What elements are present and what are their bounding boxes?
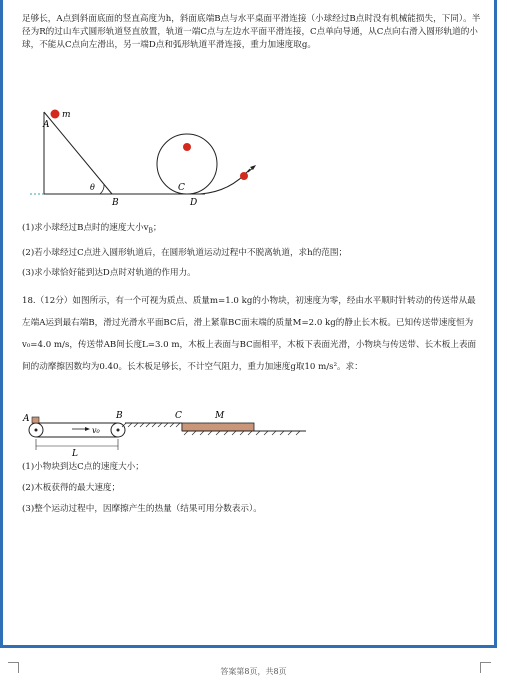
long-board [182,423,254,431]
question-18-1: (1)小物块到达C点的速度大小； [22,462,144,472]
ball-in-loop [183,143,191,151]
label-B2: B [116,411,123,421]
question-18-3: (3)整个运动过程中，因摩擦产生的热量（结果可用分数表示）。 [22,504,262,514]
label-v0: v₀ [92,426,100,435]
question-18-2: (2)木板获得的最大速度； [22,483,121,493]
label-theta: θ [90,183,95,192]
small-block [32,417,39,423]
label-M: M [215,411,225,421]
conveyor-board-figure [22,408,322,458]
page-footer: 答案第8页，共8页 [220,667,287,676]
ball-on-ramp [240,172,248,180]
label-D: D [190,198,198,208]
label-L: L [72,449,78,458]
problem-17-continued-text: 足够长，A点到斜面底面的竖直高度为h，斜面底端B点与水平桌面平滑连接（小球经过B点时没有机械能损失，下同）。半径为R的过山车式圆形轨道竖直放置，轨道一端C点与左边水平面平滑连接，C点单向导通，从C点向右滑入圆形轨道的小球，不能从C点向左滑出，另一端D点和弧形轨道平滑连接，重力加速度取g。 [22,14,481,50]
question-17-2: (2)若小球经过C点进入圆形轨道后，在圆形轨道运动过程中不脱离轨道，求h的范围； [22,248,348,258]
label-A: A [43,120,50,130]
label-C: C [178,183,185,193]
ball-on-incline [51,110,60,119]
incline-loop-figure [30,104,270,210]
question-17-3: (3)求小球恰好能到达D点时对轨道的作用力。 [22,268,196,278]
question-17-1: (1)求小球经过B点时的速度大小$v_B$； [22,223,162,235]
label-m: m [62,110,71,120]
label-B: B [112,198,119,208]
label-A2: A [23,414,30,424]
label-C2: C [175,411,182,421]
problem-18-text: 18.（12分）如图所示，有一个可视为质点、质量m=1.0 kg的小物块，初速度为零，经由水平顺时针转动的传送带从最左端A运到最右端B，滑过光滑水平面BC后，滑上紧靠BC面末端的质量M=2.0 kg的静止长木板。已知传送带速度恒为v₀=4.0 m/s，传送带AB间长度L=3.0 m，木板上表面与BC面相平，木板下表面光滑，小物块与传送带、长木板上表面间的动摩擦因数均为0.40。长木板足够长，不计空气阻力，重力加速度g取10 m/s²。求： [22,296,477,372]
